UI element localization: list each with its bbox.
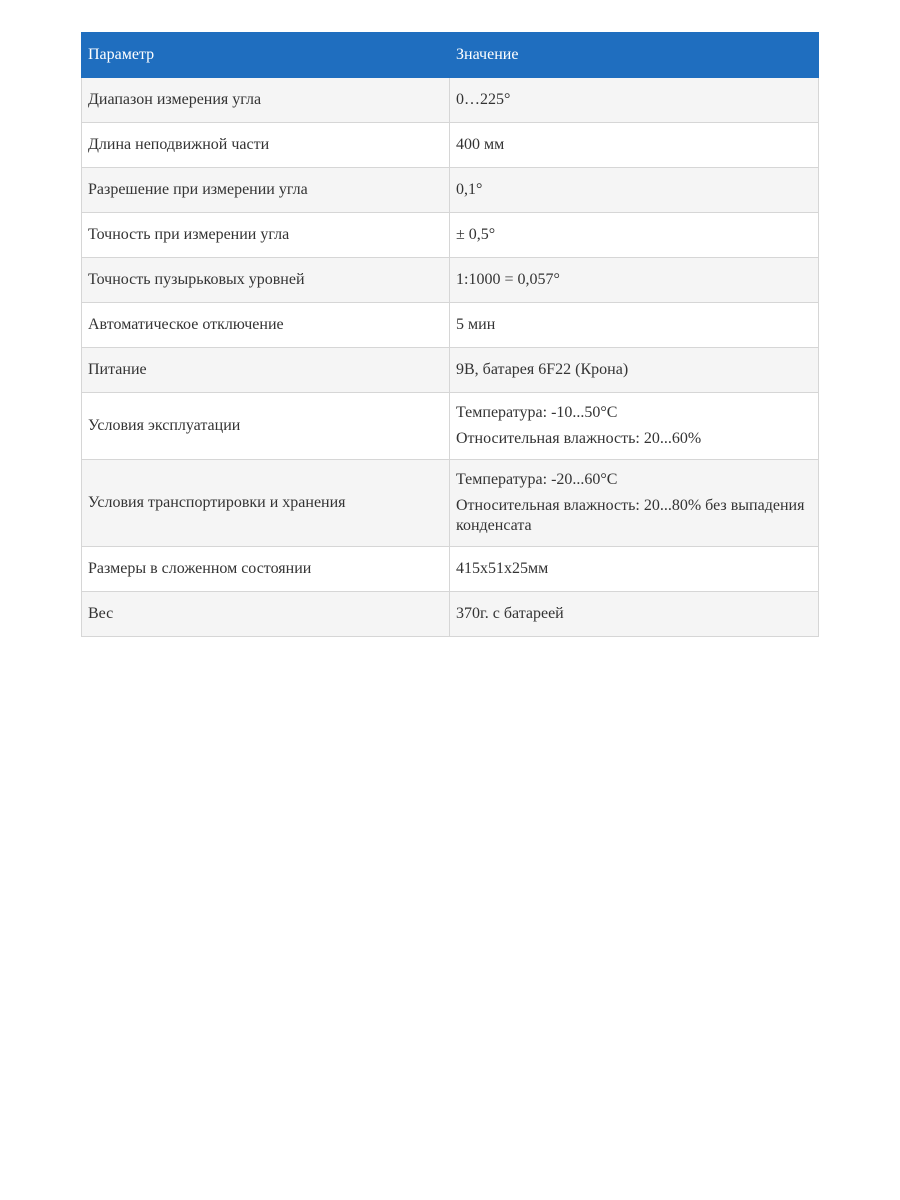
table-row (82, 393, 819, 460)
param-cell: Условия эксплуатации (82, 393, 450, 460)
value-line: 415х51х25мм (456, 560, 549, 577)
table-row (82, 78, 819, 123)
value-line: Температура: -20...60°С (456, 471, 618, 488)
table-row (82, 592, 819, 637)
value-line: Относительная влажность: 20...60% (456, 430, 702, 447)
value-line: 400 мм (456, 136, 505, 153)
param-cell: Диапазон измерения угла (82, 78, 450, 123)
value-line: 9В, батарея 6F22 (Крона) (456, 361, 629, 378)
value-cell (450, 303, 819, 348)
value-cell (450, 78, 819, 123)
table-row (82, 123, 819, 168)
param-cell: Разрешение при измерении угла (82, 168, 450, 213)
header-param: Параметр (82, 33, 450, 78)
value-line: ± 0,5° (456, 226, 496, 243)
table-row (82, 258, 819, 303)
value-cell (450, 213, 819, 258)
table-body (82, 78, 819, 637)
value-cell (450, 348, 819, 393)
table-row (82, 460, 819, 547)
value-cell (450, 123, 819, 168)
value-cell (450, 547, 819, 592)
value-cell (450, 168, 819, 213)
value-cell (450, 460, 819, 547)
value-line: 1:1000 = 0,057° (456, 271, 560, 288)
value-line: Температура: -10...50°С (456, 404, 618, 421)
param-cell: Питание (82, 348, 450, 393)
table-row (82, 348, 819, 393)
table-row (82, 168, 819, 213)
value-line: 5 мин (456, 316, 496, 333)
value-line: 0,1° (456, 181, 483, 198)
table-row (82, 213, 819, 258)
value-line: Относительная влажность: 20...80% без выпадения конденсата (456, 497, 805, 534)
param-cell: Точность пузырьковых уровней (82, 258, 450, 303)
spec-table (81, 32, 819, 637)
value-cell (450, 258, 819, 303)
value-line: 370г. с батареей (456, 605, 564, 622)
param-cell: Автоматическое отключение (82, 303, 450, 348)
header-value: Значение (450, 33, 819, 78)
param-cell: Вес (82, 592, 450, 637)
value-line: 0…225° (456, 91, 511, 108)
value-cell (450, 393, 819, 460)
param-cell: Точность при измерении угла (82, 213, 450, 258)
table-header (82, 33, 819, 78)
table-row (82, 303, 819, 348)
param-cell: Условия транспортировки и хранения (82, 460, 450, 547)
value-cell (450, 592, 819, 637)
param-cell: Длина неподвижной части (82, 123, 450, 168)
param-cell: Размеры в сложенном состоянии (82, 547, 450, 592)
table-row (82, 547, 819, 592)
header-row (82, 33, 819, 78)
